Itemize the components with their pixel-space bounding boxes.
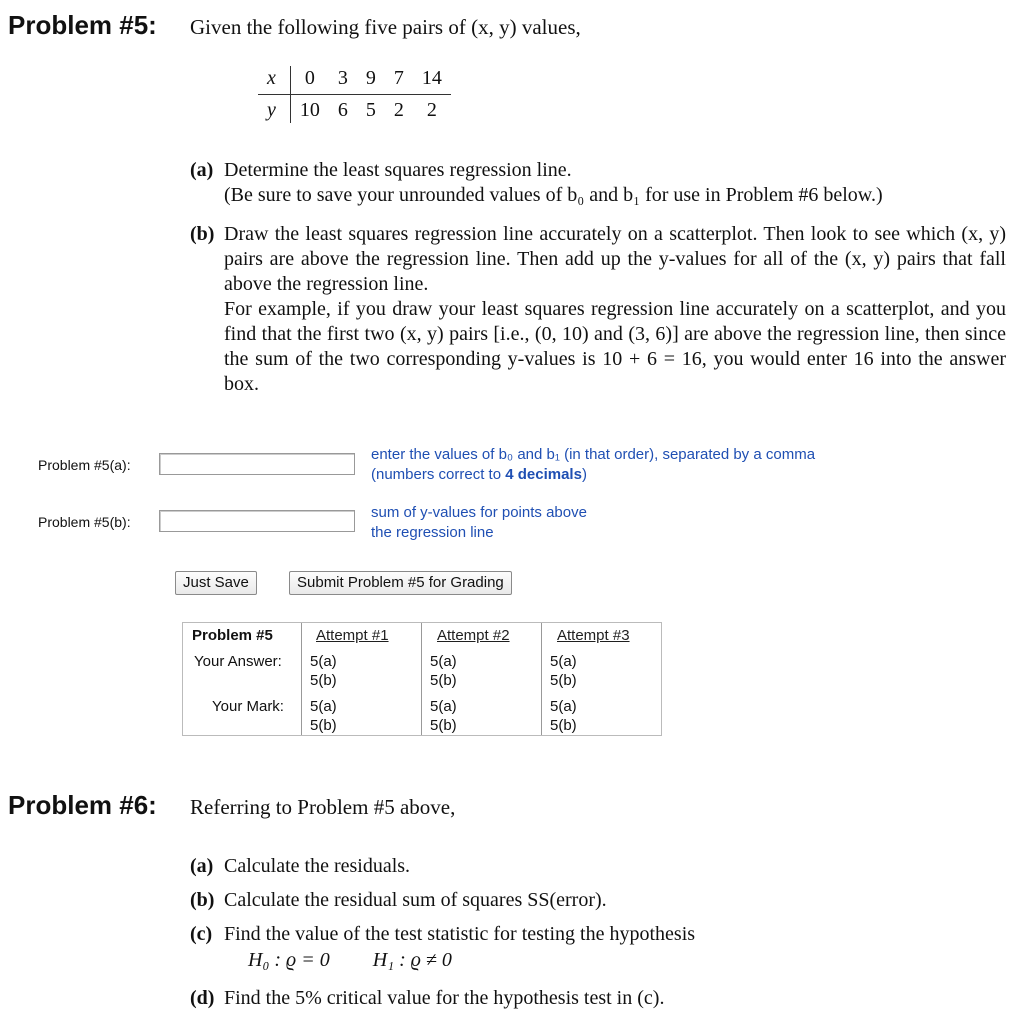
attempt-2-answer: 5(a) 5(b) (430, 653, 457, 689)
attempt-3-column (541, 623, 662, 735)
part-a-line2: (Be sure to save your unrounded values of b₀ and b₁ for use in Problem #6 below.) (224, 184, 883, 206)
answer-5b-label: Problem #5(b): (38, 514, 131, 530)
answer-5a-input[interactable] (159, 453, 355, 475)
attempt-2-column (421, 623, 542, 735)
p6-part-b-text: Calculate the residual sum of squares SS(error). (224, 889, 607, 911)
x-label: x (258, 66, 290, 95)
attempt-3-mark: 5(a) 5(b) (550, 698, 577, 734)
answer-5a-hint-line1: enter the values of b₀ and b₁ (in that order), separated by a comma (371, 446, 816, 463)
your-answer-label: Your Answer: (194, 653, 282, 670)
part-b-paragraph-2: For example, if you draw your least squares regression line accurately on a scatterplot, and you find that the first two (x, y) pairs [i.e., (0, 10) and (3, 6)] are above the regression line, then since the sum of the two corresponding y-values is 10 + 6 = 16, you would enter 16 into the answer box. (224, 298, 1006, 395)
x-value: 3 (329, 66, 357, 95)
y-row (258, 95, 451, 124)
part-b-paragraph-1: Draw the least squares regression line accurately on a scatterplot. Then look to see which (x, y) pairs are above the regression line. Then add up the y-values for all of the (x, y) pairs that fall above the regression line. (224, 223, 1006, 295)
attempt-3-link[interactable]: Attempt #3 (557, 627, 630, 644)
y-value: 10 (299, 99, 320, 121)
part-a-line1: Determine the least squares regression line. (224, 159, 572, 181)
x-row (258, 66, 451, 95)
answer-5b-hint-line2: the regression line (371, 524, 494, 541)
y-value: 2 (393, 99, 404, 121)
y-value: 2 (426, 99, 437, 121)
p6-part-d-text: Find the 5% critical value for the hypothesis test in (c). (224, 987, 665, 1009)
just-save-button[interactable]: Just Save (175, 571, 257, 595)
x-value: 7 (385, 66, 413, 95)
problem-5-title: Problem #5: (8, 10, 157, 40)
p6-part-a-text: Calculate the residuals. (224, 855, 411, 877)
attempts-table (182, 622, 662, 736)
attempts-header: Problem #5 (192, 627, 273, 644)
x-value: 0 (290, 66, 329, 95)
x-value: 9 (357, 66, 385, 95)
submit-problem-5-button[interactable]: Submit Problem #5 for Grading (289, 571, 512, 595)
attempt-1-mark: 5(a) 5(b) (310, 698, 337, 734)
problem-6-part-c (190, 922, 1006, 973)
problem-5-intro: Given the following five pairs of (x, y) values, (190, 15, 581, 39)
null-hypothesis: H₀ : ϱ = 0 (248, 949, 330, 971)
answer-5b-input[interactable] (159, 510, 355, 532)
y-label: y (258, 95, 290, 124)
p6-part-d-label: (d) (190, 987, 215, 1009)
attempt-2-link[interactable]: Attempt #2 (437, 627, 510, 644)
attempt-1-column (301, 623, 422, 735)
p6-part-b-label: (b) (190, 889, 215, 911)
problem-6-title: Problem #6: (8, 790, 157, 820)
alternative-hypothesis: H₁ : ϱ ≠ 0 (372, 949, 452, 971)
problem-6-part-a (190, 854, 1006, 879)
problem-5-part-a (190, 158, 1006, 208)
attempt-3-answer: 5(a) 5(b) (550, 653, 577, 689)
hypotheses (190, 948, 1006, 973)
p6-part-c-text: Find the value of the test statistic for testing the hypothesis (224, 923, 696, 945)
attempt-2-mark: 5(a) 5(b) (430, 698, 457, 734)
answer-5a-hint-line2: (numbers correct to 4 decimals) (371, 466, 587, 483)
answer-5b-hint (371, 503, 587, 543)
y-value: 5 (365, 99, 376, 121)
answer-5a-hint (371, 445, 815, 485)
part-b-label: (b) (190, 223, 215, 245)
answer-5b-hint-line1: sum of y-values for points above (371, 504, 587, 521)
problem-6-intro: Referring to Problem #5 above, (190, 795, 456, 819)
part-a-label: (a) (190, 159, 214, 181)
problem-6-part-b (190, 888, 1006, 913)
attempt-1-answer: 5(a) 5(b) (310, 653, 337, 689)
attempts-label-column (183, 623, 301, 735)
decimals-emphasis: 4 decimals (505, 466, 582, 483)
x-value: 14 (413, 66, 451, 95)
problem-6-part-d (190, 986, 1006, 1011)
problem-5-part-b (190, 222, 1006, 397)
xy-values-table (258, 66, 451, 123)
y-value: 6 (337, 99, 348, 121)
p6-part-a-label: (a) (190, 855, 214, 877)
answer-5a-label: Problem #5(a): (38, 457, 131, 473)
attempt-1-link[interactable]: Attempt #1 (316, 627, 389, 644)
p6-part-c-label: (c) (190, 923, 213, 945)
your-mark-label: Your Mark: (212, 698, 284, 715)
